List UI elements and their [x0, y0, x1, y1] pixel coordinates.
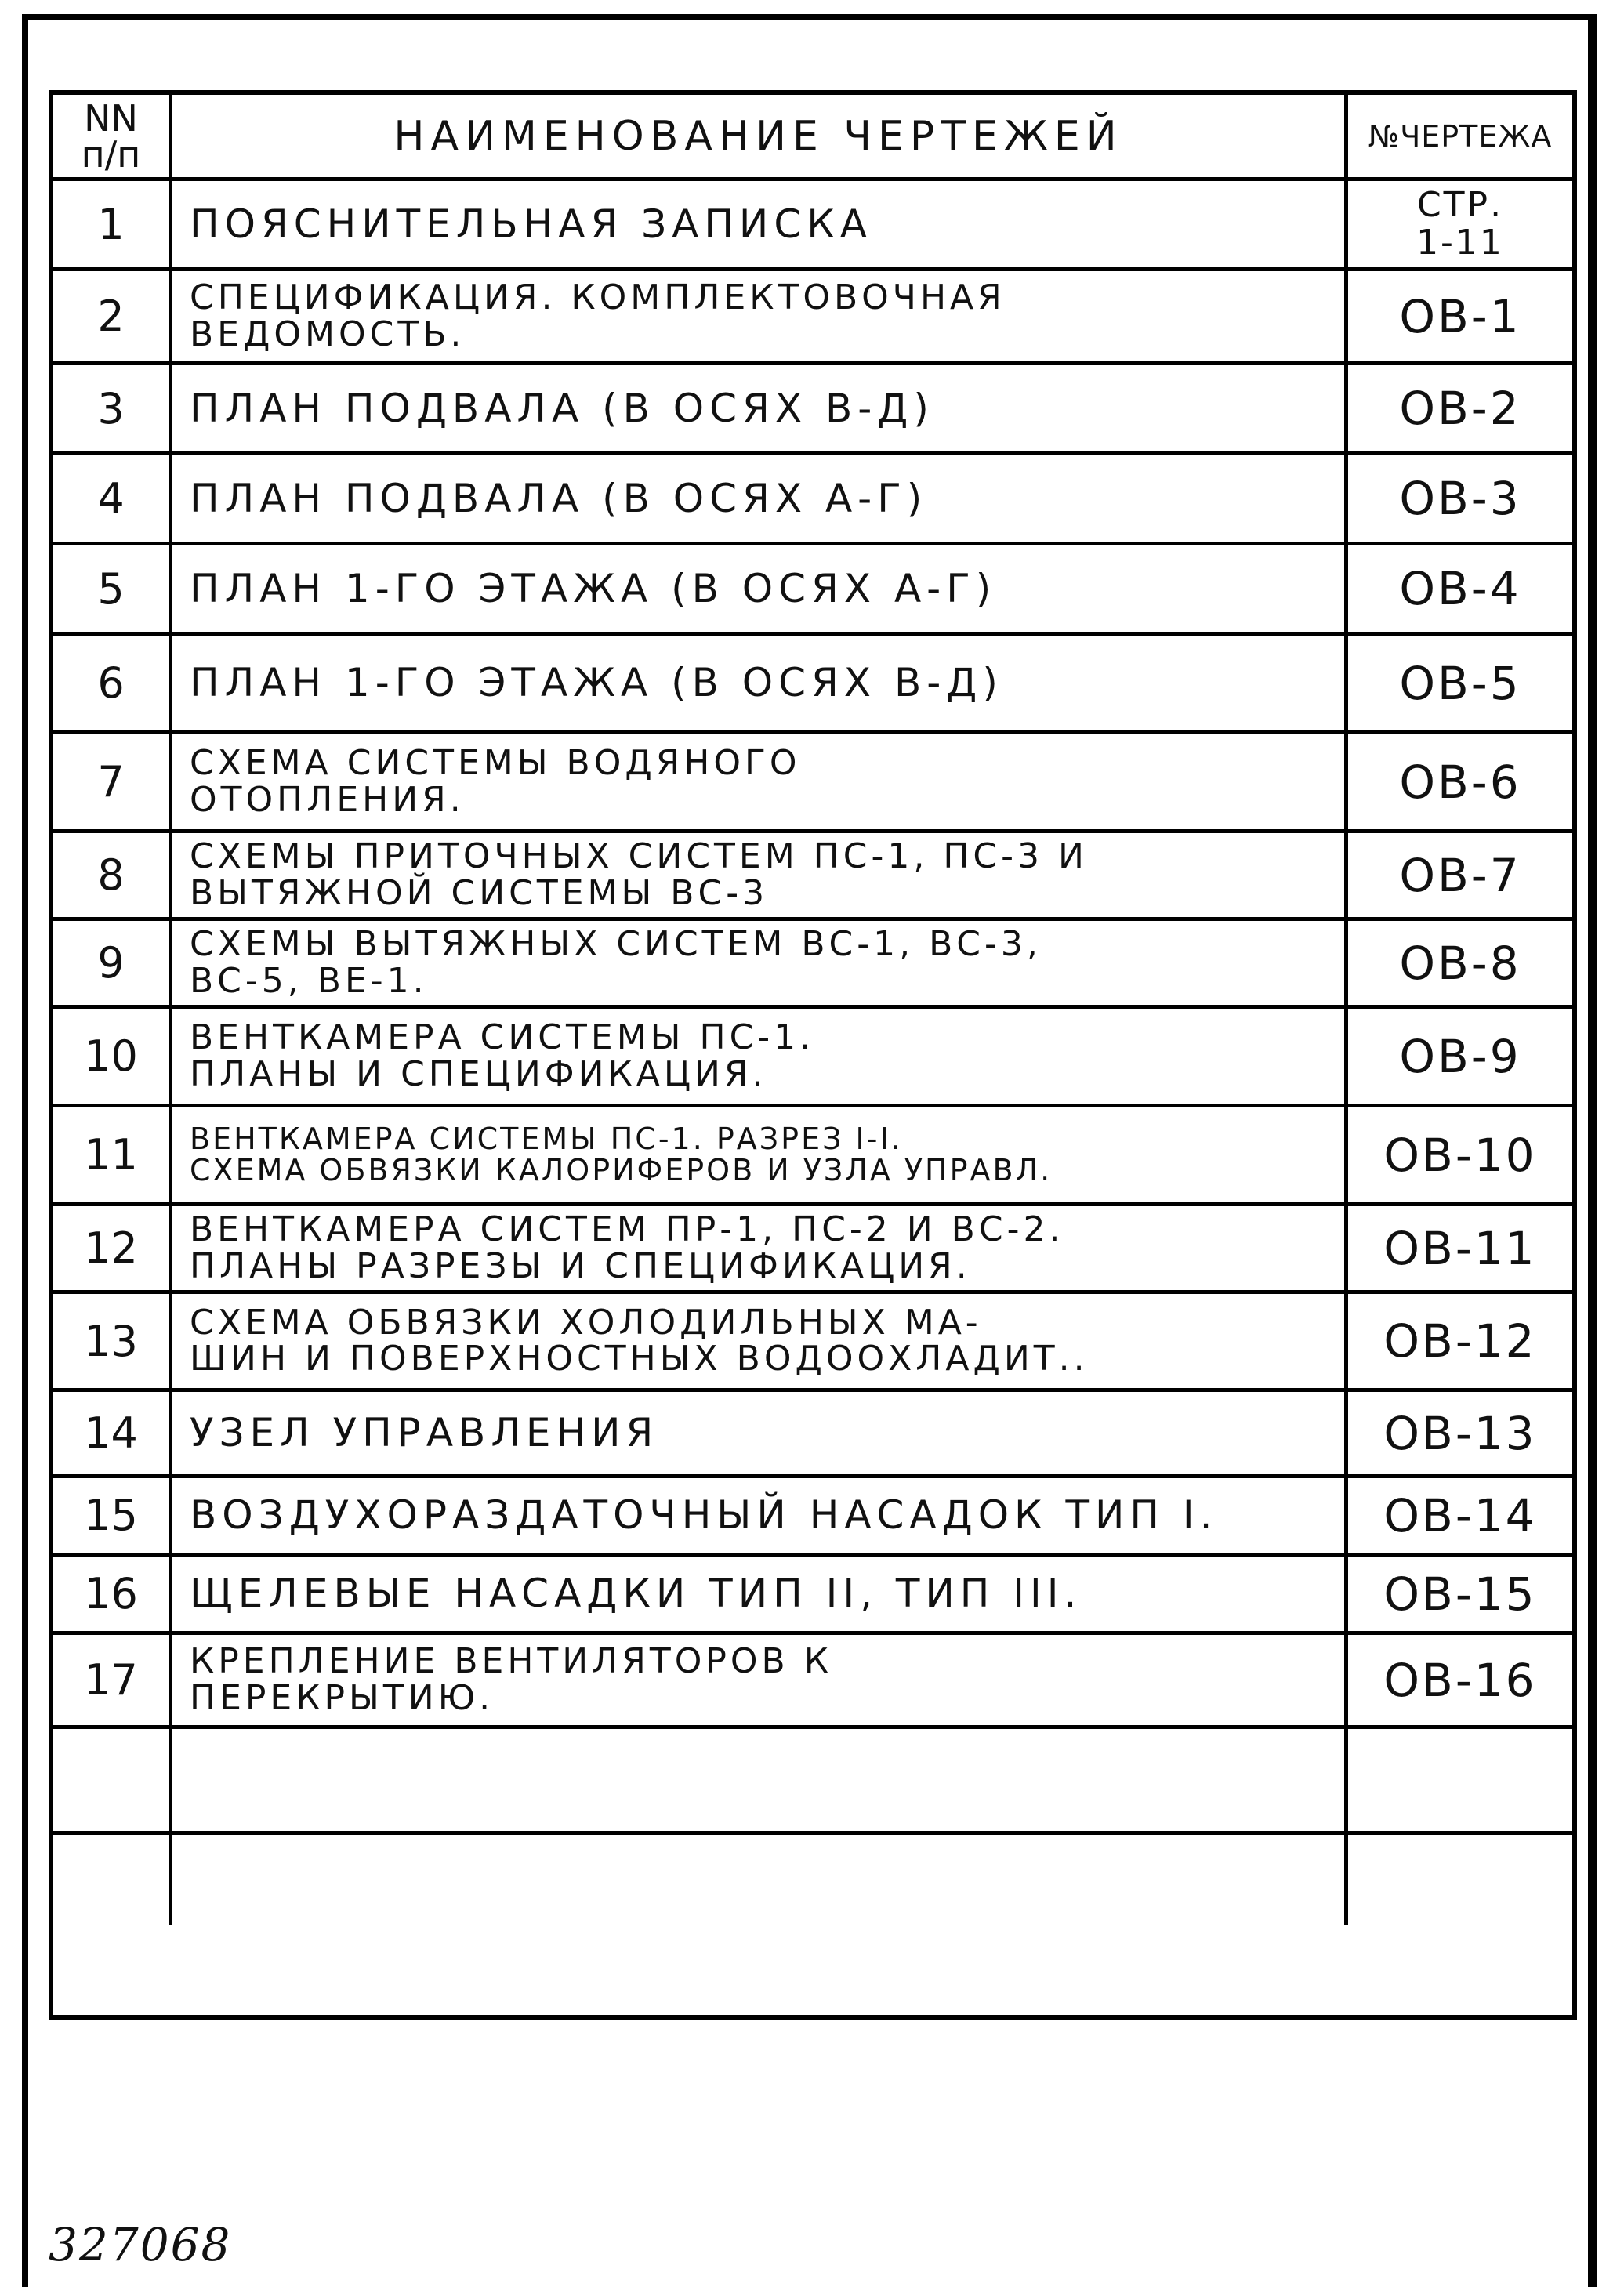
row-number	[53, 1478, 172, 1557]
row-title-line1: СХЕМА СИСТЕМЫ ВОДЯНОГО	[190, 743, 801, 784]
row-code-text: ОВ-13	[1383, 1406, 1537, 1460]
row-title	[172, 1392, 1348, 1478]
row-title-line1: ВЕНТКАМЕРА СИСТЕМЫ ПС-1. РАЗРЕЗ I-I.	[190, 1121, 903, 1156]
header-number-cell	[53, 95, 172, 181]
row-number	[53, 271, 172, 365]
row-title-text: УЗЕЛ УПРАВЛЕНИЯ	[190, 1410, 659, 1456]
row-code-line2: 1-11	[1416, 223, 1504, 263]
header-code-cell	[1348, 95, 1572, 181]
row-title-line2: ВЕДОМОСТЬ.	[190, 314, 466, 354]
row-title	[172, 1107, 1348, 1206]
row-code-text: ОВ-9	[1399, 1029, 1521, 1083]
row-title-text: ПЛАН 1-ГО ЭТАЖА (В ОСЯХ А-Г)	[190, 565, 997, 611]
row-title-line1: СПЕЦИФИКАЦИЯ. КОМПЛЕКТОВОЧНАЯ	[190, 277, 1006, 318]
row-number	[53, 365, 172, 455]
empty-row-title	[172, 1835, 1348, 1925]
row-code-text: ОВ-14	[1383, 1488, 1537, 1542]
row-number	[53, 1294, 172, 1392]
row-title	[172, 921, 1348, 1009]
row-title-line1: СХЕМЫ ПРИТОЧНЫХ СИСТЕМ ПС-1, ПС-3 И	[190, 836, 1088, 877]
row-number-text: 7	[97, 757, 125, 806]
row-title	[172, 734, 1348, 833]
row-title	[172, 365, 1348, 455]
header-number-line2: п/п	[81, 132, 141, 176]
row-code-text: ОВ-2	[1399, 382, 1521, 435]
row-title-line1: ВЕНТКАМЕРА СИСТЕМЫ ПС-1.	[190, 1017, 815, 1058]
row-title	[172, 833, 1348, 921]
row-number-text: 11	[84, 1130, 138, 1180]
header-number-line1: NN	[84, 96, 138, 140]
row-title-line2: ШИН И ПОВЕРХНОСТНЫХ ВОДООХЛАДИТ..	[190, 1339, 1089, 1379]
empty-row-code	[1348, 1835, 1572, 1925]
row-number-text: 14	[84, 1408, 138, 1458]
row-number-text: 5	[97, 564, 125, 614]
empty-row-number	[53, 1729, 172, 1835]
row-number-text: 2	[97, 292, 125, 341]
row-code	[1348, 1107, 1572, 1206]
row-number	[53, 1392, 172, 1478]
row-code-text: ОВ-16	[1383, 1653, 1537, 1707]
row-code	[1348, 271, 1572, 365]
row-title-line1: КРЕПЛЕНИЕ ВЕНТИЛЯТОРОВ К	[190, 1641, 832, 1682]
row-number	[53, 734, 172, 833]
row-title-line2: ВЫТЯЖНОЙ СИСТЕМЫ ВС-3	[190, 872, 769, 913]
row-title	[172, 181, 1348, 271]
row-code-text: ОВ-6	[1399, 755, 1521, 809]
row-code	[1348, 455, 1572, 545]
row-title	[172, 271, 1348, 365]
row-code-text: ОВ-1	[1399, 289, 1521, 343]
row-title	[172, 1206, 1348, 1294]
row-number	[53, 1557, 172, 1635]
row-title	[172, 1009, 1348, 1107]
row-number-text: 13	[84, 1316, 138, 1366]
row-title	[172, 1557, 1348, 1635]
row-number-text: 15	[84, 1491, 138, 1540]
row-number-text: 17	[84, 1655, 138, 1705]
row-title-text: ПЛАН 1-ГО ЭТАЖА (В ОСЯХ В-Д)	[190, 660, 1003, 706]
row-title	[172, 636, 1348, 734]
row-code-text: ОВ-7	[1399, 848, 1521, 902]
row-code-text: ОВ-3	[1399, 472, 1521, 525]
row-code	[1348, 636, 1572, 734]
row-title-line2: ВС-5, ВЕ-1.	[190, 960, 428, 1001]
row-number	[53, 833, 172, 921]
row-code	[1348, 1635, 1572, 1729]
empty-row-number	[53, 1835, 172, 1925]
row-number-text: 10	[84, 1031, 138, 1081]
row-code	[1348, 1478, 1572, 1557]
row-code-text: ОВ-8	[1399, 936, 1521, 990]
header-title: НАИМЕНОВАНИЕ ЧЕРТЕЖЕЙ	[393, 112, 1123, 160]
row-code	[1348, 181, 1572, 271]
row-title-line2: ПЛАНЫ И СПЕЦИФИКАЦИЯ.	[190, 1053, 767, 1094]
drawings-table	[49, 90, 1577, 2020]
header-code: №ЧЕРТЕЖА	[1368, 118, 1553, 154]
row-title-text: ВОЗДУХОРАЗДАТОЧНЫЙ НАСАДОК ТИП I.	[190, 1492, 1218, 1539]
row-title-line2: ПЛАНЫ РАЗРЕЗЫ И СПЕЦИФИКАЦИЯ.	[190, 1245, 971, 1286]
row-number	[53, 455, 172, 545]
row-title-line1: СХЕМЫ ВЫТЯЖНЫХ СИСТЕМ ВС-1, ВС-3,	[190, 924, 1042, 965]
row-code-text: ОВ-12	[1383, 1314, 1537, 1368]
row-number-text: 16	[84, 1569, 138, 1618]
row-code	[1348, 921, 1572, 1009]
header-title-cell	[172, 95, 1348, 181]
row-title-text: ПОЯСНИТЕЛЬНАЯ ЗАПИСКА	[190, 201, 872, 247]
row-code	[1348, 1294, 1572, 1392]
row-title-line2: СХЕМА ОБВЯЗКИ КАЛОРИФЕРОВ И УЗЛА УПРАВЛ.	[190, 1152, 1053, 1187]
row-title-line2: ПЕРЕКРЫТИЮ.	[190, 1677, 495, 1718]
empty-row-code	[1348, 1729, 1572, 1835]
row-title-text: ПЛАН ПОДВАЛА (В ОСЯХ А-Г)	[190, 475, 928, 521]
row-code-text: ОВ-15	[1383, 1567, 1537, 1621]
row-code	[1348, 365, 1572, 455]
row-number-text: 12	[84, 1223, 138, 1273]
row-code	[1348, 1009, 1572, 1107]
row-title-line1: СХЕМА ОБВЯЗКИ ХОЛОДИЛЬНЫХ МА-	[190, 1302, 982, 1343]
row-title	[172, 545, 1348, 636]
row-number	[53, 1107, 172, 1206]
row-code	[1348, 1206, 1572, 1294]
row-number	[53, 545, 172, 636]
row-number	[53, 921, 172, 1009]
row-code	[1348, 545, 1572, 636]
row-title	[172, 1635, 1348, 1729]
row-code-text: ОВ-10	[1383, 1128, 1537, 1182]
row-code	[1348, 734, 1572, 833]
row-title-text: ПЛАН ПОДВАЛА (В ОСЯХ В-Д)	[190, 385, 934, 431]
row-title	[172, 455, 1348, 545]
row-code	[1348, 1392, 1572, 1478]
row-number-text: 8	[97, 850, 125, 900]
row-number	[53, 1206, 172, 1294]
row-number-text: 4	[97, 473, 125, 524]
row-number	[53, 1009, 172, 1107]
row-number-text: 3	[97, 383, 125, 433]
row-code-text: ОВ-11	[1383, 1221, 1537, 1275]
row-title-line1: ВЕНТКАМЕРА СИСТЕМ ПР-1, ПС-2 И ВС-2.	[190, 1209, 1064, 1250]
row-number-text: 9	[97, 938, 125, 988]
row-code-text: ОВ-4	[1399, 562, 1521, 615]
row-title	[172, 1294, 1348, 1392]
row-code	[1348, 833, 1572, 921]
row-code-text: ОВ-5	[1399, 656, 1521, 710]
row-code	[1348, 1557, 1572, 1635]
row-number	[53, 1635, 172, 1729]
inventory-number: 327068	[49, 2218, 232, 2271]
row-number-text: 1	[97, 199, 125, 249]
row-title-text: ЩЕЛЕВЫЕ НАСАДКИ ТИП II, ТИП III.	[190, 1571, 1082, 1617]
row-title	[172, 1478, 1348, 1557]
row-code-line1: СТР.	[1416, 184, 1504, 225]
row-number	[53, 636, 172, 734]
row-number	[53, 181, 172, 271]
empty-row-title	[172, 1729, 1348, 1835]
row-title-line2: ОТОПЛЕНИЯ.	[190, 779, 465, 820]
row-number-text: 6	[97, 658, 125, 708]
